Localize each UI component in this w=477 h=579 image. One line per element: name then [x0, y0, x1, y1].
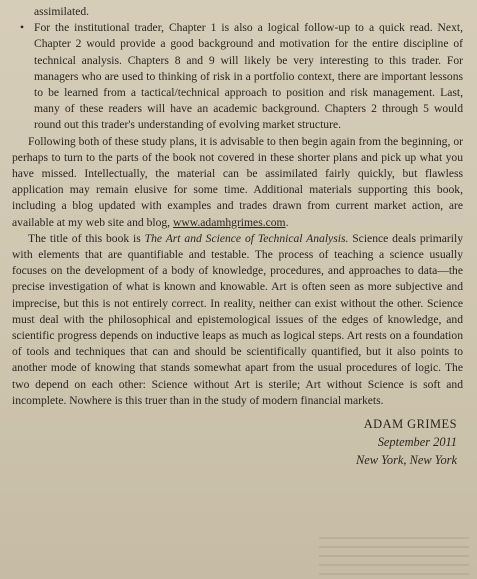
study-plans-end: . — [285, 215, 289, 229]
author-name: ADAM GRIMES — [363, 417, 457, 432]
title-paragraph-body: Science deals primarily with elements that are quantifiable and testable. The process of teaching a science usually focuses on the development of a body of knowledge, procedures, and approaches to data—the precise investigation of what is known and knowable. Art is often seen as more subjective and imprecise, but this is not entirely correct. In reality, neither can exist without the other. Science must deal with the philosophical and epistemological issues of the edges of knowledge, and scientific progress depends on inductive leaps as much as logical steps. Art rests on a foundation of tools and techniques that can and should be scientifically quantified, but it also points to another mode of knowing that stands somewhat apart from the usual procedures of logic. The two depend on each other: Science without Art is sterile; Art without Science is soft and incomplete. Nowhere is this truer than in the study of modern financial markets. — [12, 231, 464, 407]
book-title-paragraph — [12, 231, 463, 409]
bullet-marker: • — [20, 21, 25, 35]
bullet-text: For the institutional trader, Chapter 1 is also a logical follow-up to a quick read. Next, Chapter 2 would provide a good background and motivation for the entire discipline of technical analysis. Chapters 8 and 9 will likely be very interesting to this trader. For managers who are used to thinking of risk in a portfolio context, there are important lessons to be learned from a tactical/technical approach to position and risk management. Last, many of these readers will have an academic background. Chapters 2 through 5 would round out this trader's understanding of evolving market structure. — [34, 21, 463, 132]
signature-block — [12, 415, 463, 469]
signature-date: September 2011 — [377, 435, 457, 450]
title-intro: The title of this book is — [28, 231, 145, 245]
study-plans-text: Following both of these study plans, it is advisable to then begin again from the beginning, or perhaps to turn to the parts of the book not covered in these shorter plans and pick up what you have missed. Intellectually, the material can be assimilated fairly quickly, but flawless application may remain elusive for some time. Additional materials supporting this book, including a blog updated with examples and trades drawn from current market action, are available at my web site and blog, — [12, 134, 463, 229]
signature-place: New York, New York — [356, 453, 457, 468]
institutional-trader-bullet — [12, 20, 463, 133]
continued-paragraph: assimilated. — [34, 5, 90, 18]
website-link[interactable]: www.adamhgrimes.com — [172, 215, 286, 229]
study-plans-paragraph — [12, 134, 463, 231]
show-through-texture — [319, 537, 469, 577]
book-title: The Art and Science of Technical Analysis. — [144, 231, 349, 245]
